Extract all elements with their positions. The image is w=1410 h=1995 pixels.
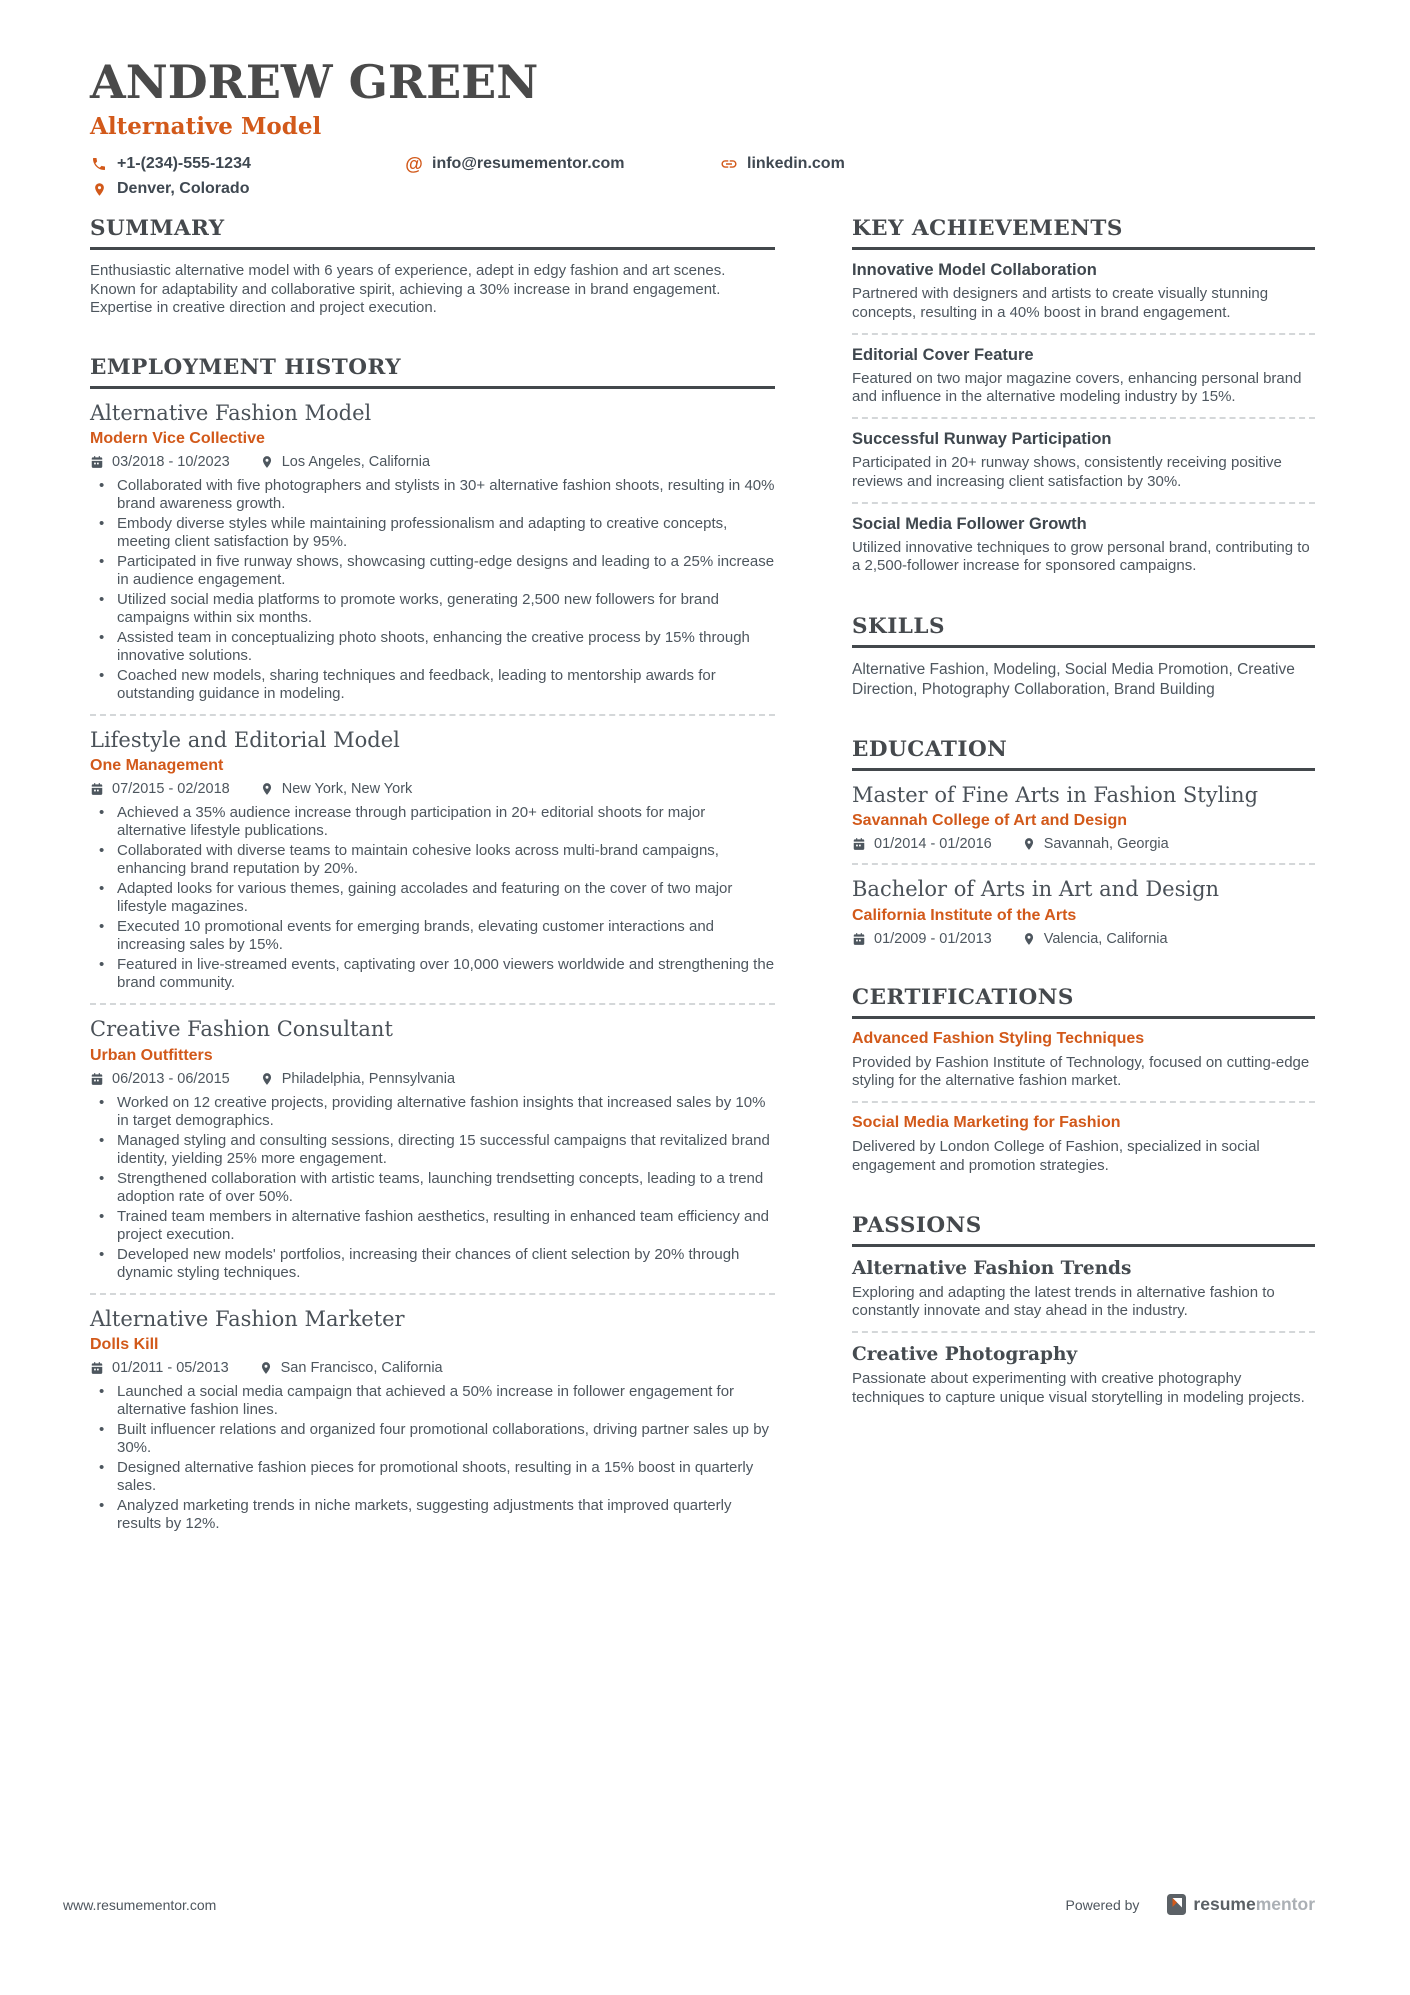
job-bullet: • Adapted looks for various themes, gaining accolades and featuring on the cover of two major lifestyle magazines. <box>90 880 775 916</box>
job-bullet: • Featured in live-streamed events, captivating over 10,000 viewers worldwide and strengthening the brand community. <box>90 956 775 992</box>
job-location <box>260 781 413 797</box>
divider <box>90 714 775 716</box>
contact-linkedin[interactable] <box>720 155 1315 173</box>
job-bullet: • Executed 10 promotional events for emerging brands, elevating customer interactions and increasing sales by 15%. <box>90 918 775 954</box>
passions-heading: PASSIONS <box>852 1213 1315 1247</box>
calendar-icon <box>852 932 866 946</box>
resumementor-logo[interactable] <box>1167 1894 1315 1915</box>
job-title: Alternative Fashion Model <box>90 401 372 426</box>
job-bullet: • Trained team members in alternative fashion aesthetics, resulting in enhanced team efficiency and project execution. <box>90 1208 775 1244</box>
summary-text: Enthusiastic alternative model with 6 years of experience, adept in edgy fashion and art scenes. Known for adaptability and collaborative spirit, achieving a 30% increase in brand engagement. Expertise in creative direction and project execution. <box>90 262 726 316</box>
education-meta <box>852 836 1315 852</box>
phone-icon <box>90 156 108 172</box>
resumementor-logo-icon <box>1167 1894 1186 1915</box>
school-name: Savannah College of Art and Design <box>852 812 1128 830</box>
skills-heading: SKILLS <box>852 614 1315 648</box>
calendar-icon <box>852 837 866 851</box>
achievements-heading: KEY ACHIEVEMENTS <box>852 216 1315 250</box>
job-title: Lifestyle and Editorial Model <box>90 728 400 753</box>
job-meta <box>90 1360 775 1376</box>
divider <box>852 333 1315 335</box>
achievement-item <box>852 261 1315 322</box>
job-bullet: • Developed new models' portfolios, increasing their chances of client selection by 20% through dynamic styling techniques. <box>90 1246 775 1282</box>
job-location <box>260 1071 455 1087</box>
job-dates <box>90 1360 229 1376</box>
location-pin-icon <box>90 182 108 197</box>
education-meta <box>852 931 1315 947</box>
job-title: Creative Fashion Consultant <box>90 1017 393 1042</box>
achievement-item <box>852 346 1315 407</box>
person-job-title: Alternative Model <box>90 113 322 141</box>
location-pin-icon <box>1022 837 1036 851</box>
achievement-title: Successful Runway Participation <box>852 430 1112 449</box>
achievement-title: Innovative Model Collaboration <box>852 261 1097 280</box>
passion-title: Creative Photography <box>852 1344 1078 1366</box>
contact-phone <box>90 155 405 173</box>
powered-by-label: Powered by <box>1065 1896 1140 1913</box>
job-dates-text: 07/2015 - 02/2018 <box>112 781 230 798</box>
person-name: ANDREW GREEN <box>90 55 539 109</box>
divider <box>852 502 1315 504</box>
job-location-text: New York, New York <box>281 781 413 798</box>
divider <box>852 863 1315 865</box>
certification-item <box>852 1114 1315 1175</box>
job-entry <box>90 401 775 703</box>
certification-text: Delivered by London College of Fashion, specialized in social engagement and promotion strategies. <box>852 1138 1260 1174</box>
job-bullet: • Analyzed marketing trends in niche markets, suggesting adjustments that improved quarterly results by 12%. <box>90 1497 775 1533</box>
education-location-text: Savannah, Georgia <box>1043 836 1169 853</box>
achievements-section <box>852 216 1315 575</box>
job-bullet: • Launched a social media campaign that achieved a 50% increase in follower engagement for alternative fashion lines. <box>90 1383 775 1419</box>
achievement-text: Featured on two major magazine covers, enhancing personal brand and influence in the alternative modeling industry by 15%. <box>852 369 1302 406</box>
degree-title: Bachelor of Arts in Art and Design <box>852 877 1220 902</box>
summary-section <box>90 216 775 317</box>
education-dates-text: 01/2014 - 01/2016 <box>874 836 992 853</box>
job-bullet: • Assisted team in conceptualizing photo shoots, enhancing the creative process by 15% through innovative solutions. <box>90 629 775 665</box>
achievement-text: Partnered with designers and artists to create visually stunning concepts, resulting in a 40% boost in brand engagement. <box>852 285 1269 321</box>
divider <box>90 1003 775 1005</box>
job-company: One Management <box>90 757 224 775</box>
job-location <box>259 1360 443 1376</box>
job-bullet: • Embody diverse styles while maintaining professionalism and adapting to creative concepts, meeting client satisfaction by 95%. <box>90 515 775 551</box>
job-bullet: • Designed alternative fashion pieces for promotional shoots, resulting in a 15% boost in quarterly sales. <box>90 1459 775 1495</box>
resume-body <box>90 216 1315 1570</box>
education-heading: EDUCATION <box>852 737 1315 771</box>
job-dates-text: 03/2018 - 10/2023 <box>112 454 230 471</box>
job-dates-text: 06/2013 - 06/2015 <box>112 1070 230 1087</box>
passion-title: Alternative Fashion Trends <box>852 1257 1132 1279</box>
job-location-text: Los Angeles, California <box>281 454 431 471</box>
certifications-section <box>852 985 1315 1175</box>
education-dates <box>852 836 992 852</box>
degree-title: Master of Fine Arts in Fashion Styling <box>852 783 1259 808</box>
left-column <box>90 216 775 1570</box>
job-entry <box>90 1017 775 1281</box>
employment-heading: EMPLOYMENT HISTORY <box>90 355 775 389</box>
logo-text-bold: resume <box>1193 1894 1256 1914</box>
job-company: Modern Vice Collective <box>90 430 265 448</box>
job-bullet: • Worked on 12 creative projects, providing alternative fashion insights that increased sales by 10% in target demographics. <box>90 1094 775 1130</box>
location-pin-icon <box>259 1361 273 1375</box>
achievement-title: Editorial Cover Feature <box>852 345 1034 364</box>
job-bullet: • Participated in five runway shows, showcasing cutting-edge designs and leading to a 25% increase in audience engagement. <box>90 553 775 589</box>
contact-location <box>90 180 405 198</box>
passion-item <box>852 1344 1315 1407</box>
job-location-text: Philadelphia, Pennsylvania <box>281 1070 456 1087</box>
certifications-heading: CERTIFICATIONS <box>852 985 1315 1019</box>
job-bullets <box>90 1094 775 1282</box>
education-dates-text: 01/2009 - 01/2013 <box>874 930 992 947</box>
contact-info <box>90 155 1315 198</box>
job-bullets <box>90 477 775 703</box>
contact-location-text: Denver, Colorado <box>117 180 250 198</box>
school-name: California Institute of the Arts <box>852 906 1077 924</box>
location-pin-icon <box>1022 932 1036 946</box>
job-bullets <box>90 804 775 992</box>
location-pin-icon <box>260 1072 274 1086</box>
education-location <box>1022 931 1168 947</box>
summary-heading: SUMMARY <box>90 216 775 250</box>
job-meta <box>90 781 775 797</box>
divider <box>852 1101 1315 1103</box>
right-column <box>852 216 1315 1570</box>
location-pin-icon <box>260 455 274 469</box>
job-dates-text: 01/2011 - 05/2013 <box>112 1359 229 1376</box>
divider <box>852 417 1315 419</box>
contact-linkedin-text: linkedin.com <box>747 155 845 173</box>
job-location-text: San Francisco, California <box>280 1359 443 1376</box>
achievement-item <box>852 515 1315 576</box>
job-title: Alternative Fashion Marketer <box>90 1306 405 1331</box>
education-entry <box>852 783 1315 852</box>
job-bullet: • Managed styling and consulting sessions, directing 15 successful campaigns that revitalized brand identity, yielding 25% more engagement. <box>90 1132 775 1168</box>
job-bullet: • Achieved a 35% audience increase through participation in 20+ editorial shoots for major alternative lifestyle publications. <box>90 804 775 840</box>
link-icon <box>720 155 738 173</box>
certification-text: Provided by Fashion Institute of Technology, focused on cutting-edge styling for the alternative fashion market. <box>852 1053 1310 1089</box>
job-meta <box>90 454 775 470</box>
job-entry <box>90 1307 775 1533</box>
achievement-text: Utilized innovative techniques to grow personal brand, contributing to a 2,500-follower increase for sponsored campaigns. <box>852 539 1310 575</box>
footer-site-link[interactable]: www.resumementor.com <box>63 1896 217 1913</box>
passion-text: Passionate about experimenting with creative photography techniques to capture unique visual storytelling in modeling projects. <box>852 1370 1305 1406</box>
education-dates <box>852 931 992 947</box>
contact-email[interactable] <box>405 155 720 173</box>
education-location-text: Valencia, California <box>1043 930 1168 947</box>
divider <box>852 1331 1315 1333</box>
job-dates <box>90 454 230 470</box>
job-meta <box>90 1071 775 1087</box>
calendar-icon <box>90 455 104 469</box>
passion-item <box>852 1258 1315 1321</box>
at-sign-icon: @ <box>405 154 423 175</box>
job-bullet: • Collaborated with diverse teams to maintain cohesive looks across multi-brand campaigns, enhancing brand reputation by 20%. <box>90 842 775 878</box>
certification-item <box>852 1030 1315 1091</box>
logo-text-light: mentor <box>1255 1894 1315 1914</box>
certification-title: Advanced Fashion Styling Techniques <box>852 1029 1145 1047</box>
skills-section <box>852 614 1315 700</box>
location-pin-icon <box>260 782 274 796</box>
job-bullet: • Strengthened collaboration with artistic teams, launching trendsetting concepts, leading to a trend adoption rate of over 50%. <box>90 1170 775 1206</box>
job-dates <box>90 781 230 797</box>
calendar-icon <box>90 782 104 796</box>
job-company: Dolls Kill <box>90 1335 159 1353</box>
education-section <box>852 737 1315 946</box>
powered-by <box>1065 1894 1315 1915</box>
certification-title: Social Media Marketing for Fashion <box>852 1114 1121 1132</box>
employment-section <box>90 355 775 1533</box>
contact-phone-text: +1-(234)-555-1234 <box>117 155 251 173</box>
job-company: Urban Outfitters <box>90 1046 213 1064</box>
contact-email-text: info@resumementor.com <box>432 155 625 173</box>
job-bullet: • Collaborated with five photographers and stylists in 30+ alternative fashion shoots, resulting in 40% brand awareness growth. <box>90 477 775 513</box>
skills-list: Alternative Fashion, Modeling, Social Media Promotion, Creative Direction, Photography Collaboration, Brand Building <box>852 660 1295 698</box>
passions-section <box>852 1213 1315 1407</box>
job-bullet: • Built influencer relations and organized four promotional collaborations, driving partner sales up by 30%. <box>90 1421 775 1457</box>
achievement-text: Participated in 20+ runway shows, consistently receiving positive reviews and increasing client satisfaction by 30%. <box>852 454 1282 490</box>
resume-header <box>90 55 1315 198</box>
job-entry <box>90 728 775 992</box>
job-bullet: • Utilized social media platforms to promote works, generating 2,500 new followers for brand campaigns within six months. <box>90 591 775 627</box>
calendar-icon <box>90 1361 104 1375</box>
divider <box>90 1293 775 1295</box>
calendar-icon <box>90 1072 104 1086</box>
achievement-item <box>852 430 1315 491</box>
job-bullets <box>90 1383 775 1533</box>
education-entry <box>852 877 1315 946</box>
job-dates <box>90 1071 230 1087</box>
passion-text: Exploring and adapting the latest trends in alternative fashion to constantly innovate and stay ahead in the industry. <box>852 1283 1275 1320</box>
page-footer <box>63 1894 1315 1915</box>
job-location <box>260 454 430 470</box>
education-location <box>1022 836 1169 852</box>
achievement-title: Social Media Follower Growth <box>852 515 1087 534</box>
job-bullet: • Coached new models, sharing techniques and feedback, leading to mentorship awards for outstanding guidance in modeling. <box>90 667 775 703</box>
